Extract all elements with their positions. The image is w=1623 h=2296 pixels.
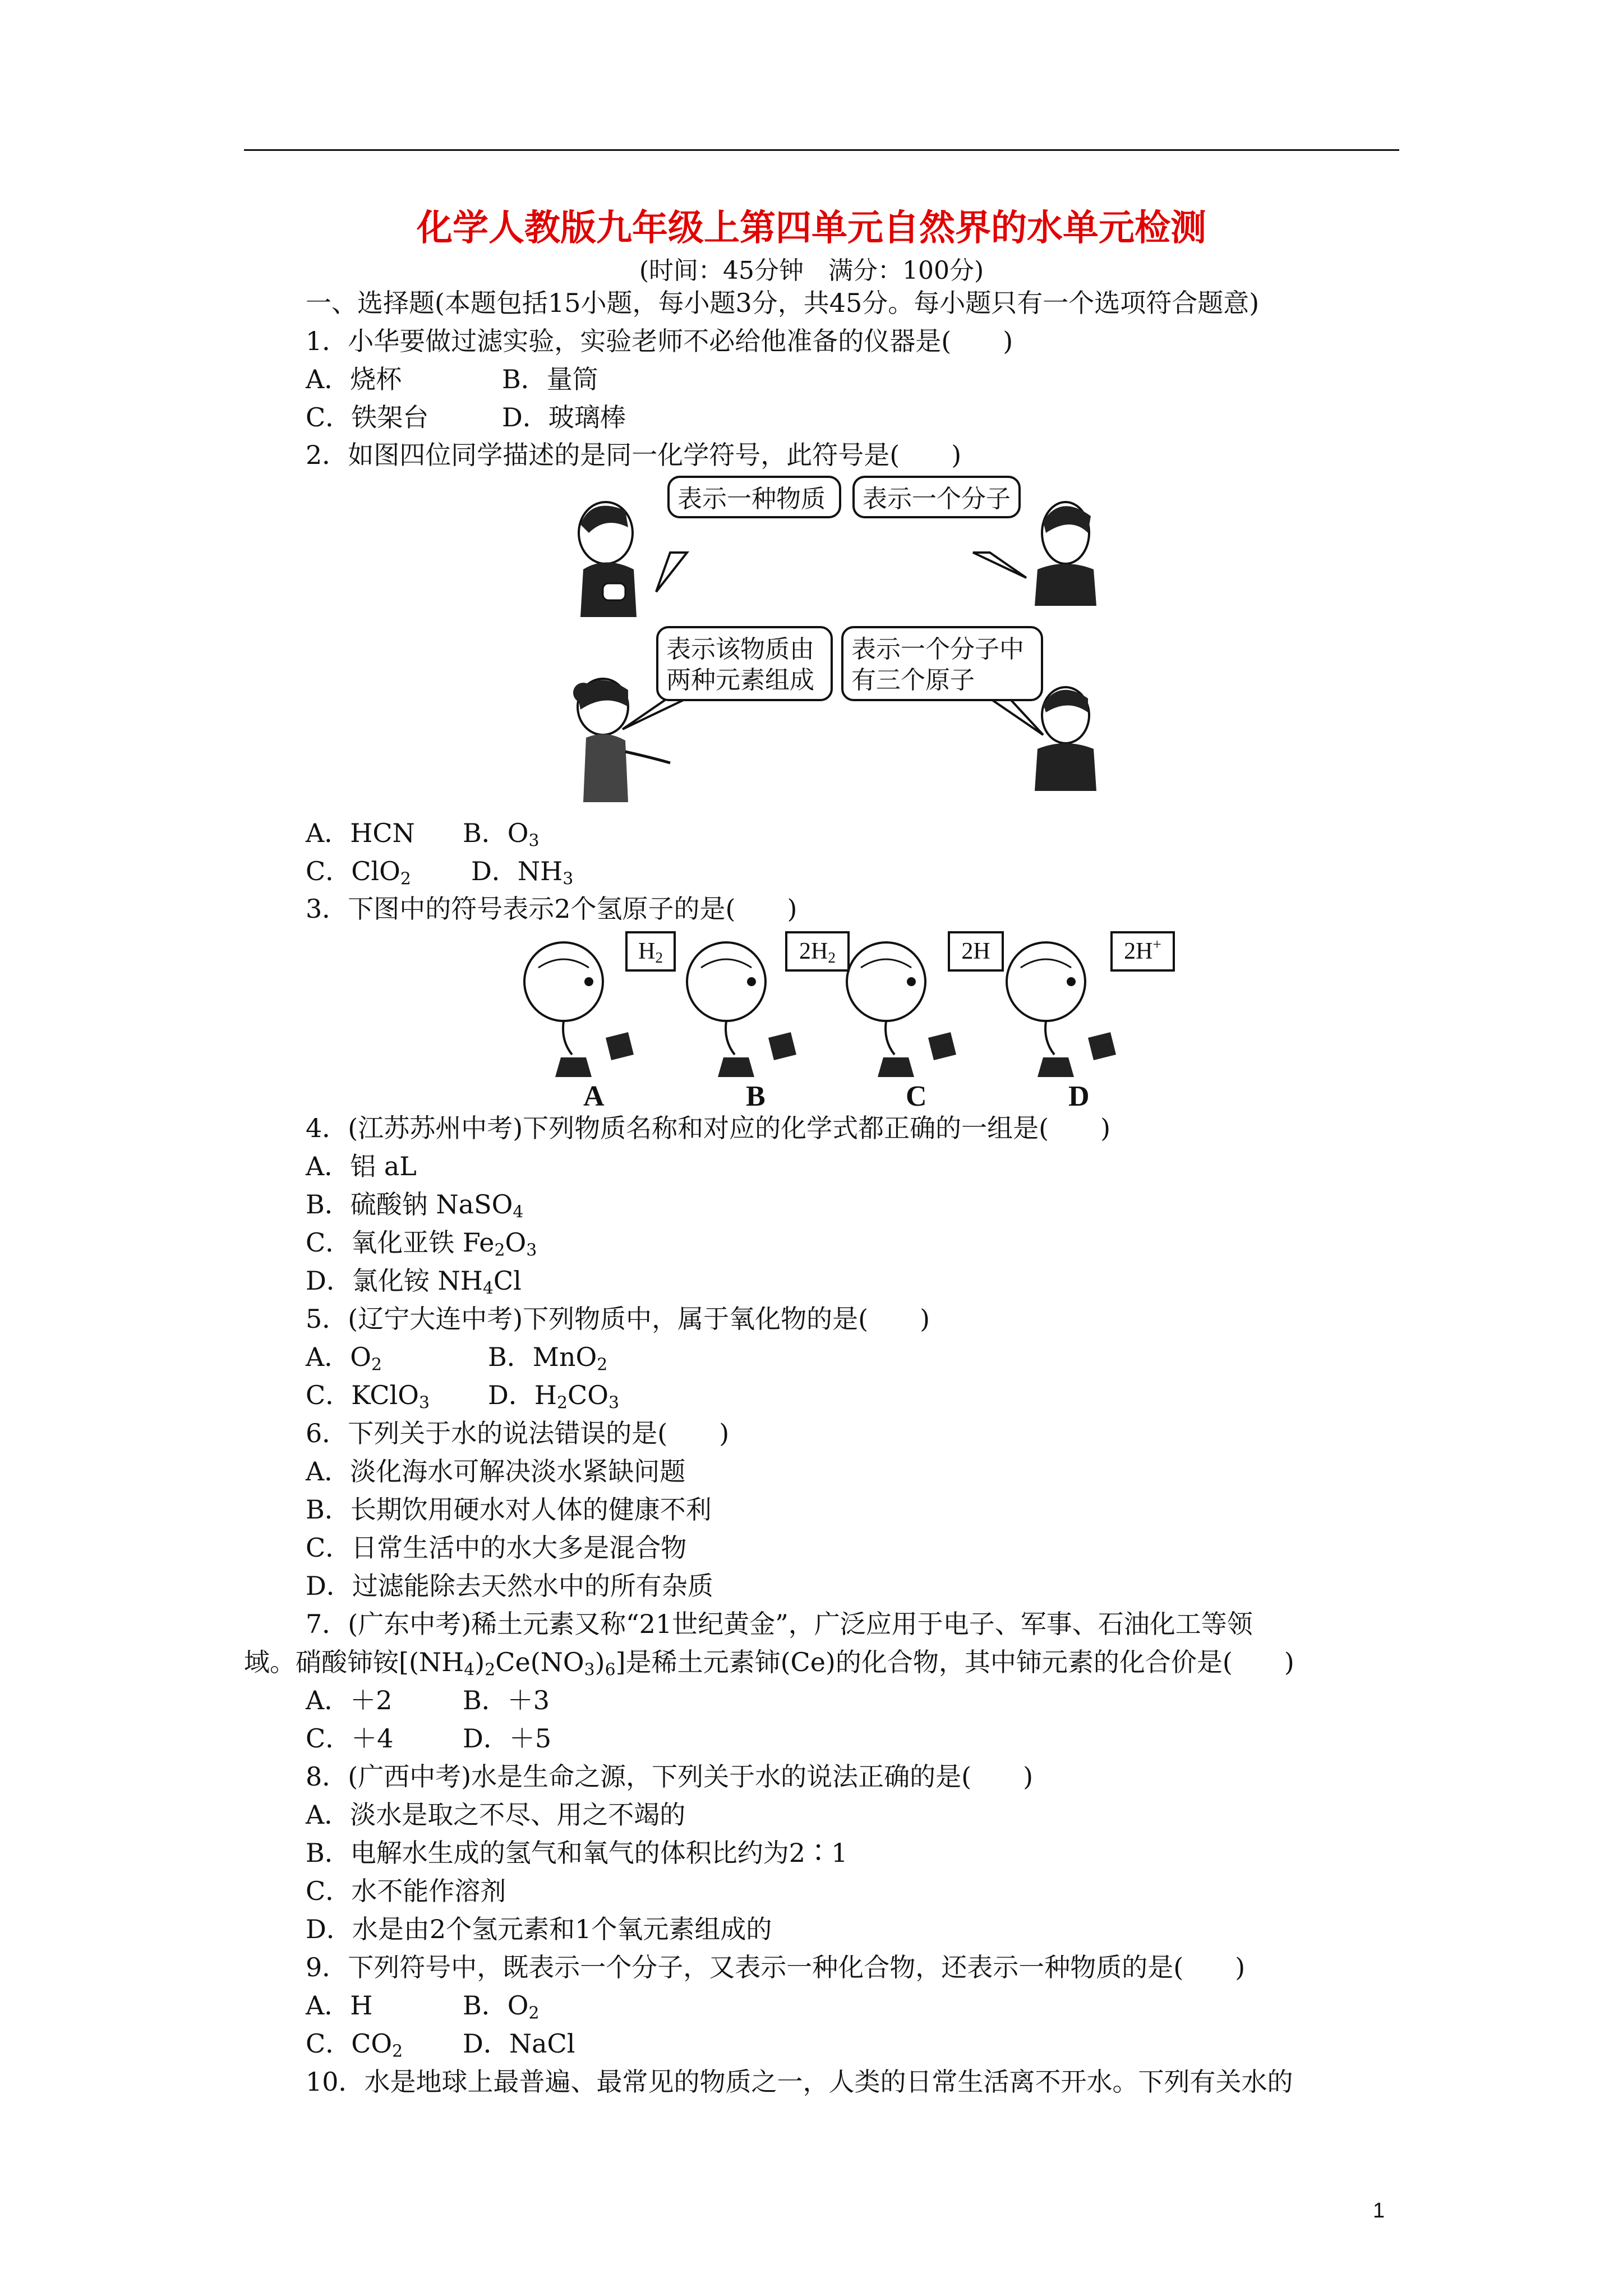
q7-option-a: A．＋2 bbox=[306, 1685, 393, 1715]
q8-option-d: D．水是由2个氢元素和1个氧元素组成的 bbox=[306, 1914, 772, 1944]
page-title: 化学人教版九年级上第四单元自然界的水单元检测 bbox=[417, 208, 1206, 249]
q9-option-b: B．$O_2$ bbox=[463, 1990, 540, 2023]
q9-option-a: A．H bbox=[306, 1990, 373, 2021]
question-10-stem: 10．水是地球上最普遍、最常见的物质之一，人类的日常生活离不开水。下列有关水的 bbox=[306, 2067, 1293, 2097]
question-1-stem: 1．小华要做过滤实验，实验老师不必给他准备的仪器是( ) bbox=[306, 326, 1013, 356]
question-5-stem: 5．(辽宁大连中考)下列物质中，属于氧化物的是( ) bbox=[306, 1304, 930, 1334]
question-7-line-1: 7．(广东中考)稀土元素又称“21世纪黄金”，广泛应用于电子、军事、石油化工等领 bbox=[306, 1609, 1253, 1639]
figure-c-character bbox=[847, 942, 956, 1077]
q6-option-b: B．长期饮用硬水对人体的健康不利 bbox=[306, 1494, 712, 1525]
q1-option-c: C．铁架台 bbox=[306, 402, 429, 432]
q5-option-b: B．MnO$_2$ bbox=[488, 1342, 608, 1375]
q1-option-a: A．烧杯 bbox=[306, 364, 402, 394]
q7-option-d: D．＋5 bbox=[463, 1723, 552, 1754]
speech-bubble-3-line-1: 表示该物质由 bbox=[666, 635, 814, 664]
symbol-box-b: $2H_2$ bbox=[785, 931, 850, 972]
q4-option-d: D．氯化铵 $NH_4Cl$ bbox=[306, 1266, 522, 1299]
symbol-box-a: $H_2$ bbox=[625, 931, 676, 972]
speech-bubble-3 bbox=[656, 626, 833, 701]
exam-time-score: (时间：45分钟 满分：100分) bbox=[639, 256, 984, 285]
figure-d-character bbox=[1007, 942, 1116, 1077]
q6-option-a: A．淡化海水可解决淡水紧缺问题 bbox=[306, 1456, 686, 1487]
student-2-figure bbox=[1035, 502, 1096, 606]
speech-bubble-3-line-2: 两种元素组成 bbox=[666, 666, 814, 694]
figure-label-d: D bbox=[1068, 1080, 1090, 1112]
student-1-figure bbox=[579, 502, 637, 617]
speech-bubble-1: 表示一种物质 bbox=[667, 476, 841, 518]
section-heading: 一、选择题(本题包括15小题，每小题3分，共45分。每小题只有一个选项符合题意) bbox=[306, 288, 1260, 318]
q8-option-c: C．水不能作溶剂 bbox=[306, 1876, 506, 1906]
question-9-stem: 9．下列符号中，既表示一个分子，又表示一种化合物，还表示一种物质的是( ) bbox=[306, 1952, 1246, 1982]
q7-option-c: C．＋4 bbox=[306, 1723, 394, 1754]
q8-option-b: B．电解水生成的氢气和氧气的体积比约为2∶1 bbox=[306, 1838, 848, 1868]
question-7-line-2: 域。硝酸铈铵$[(NH_4)_2Ce(NO_3)_6]$是稀土元素铈(Ce)的化合物，其中铈元素的化合价是( ) bbox=[244, 1647, 1294, 1680]
q4-option-c: C．氧化亚铁 $Fe_2O_3$ bbox=[306, 1227, 537, 1260]
question-6-stem: 6．下列关于水的说法错误的是( ) bbox=[306, 1418, 730, 1448]
symbol-box-d: 2H+ bbox=[1110, 931, 1175, 972]
q4-option-a: A．铝 aL bbox=[306, 1151, 417, 1181]
speech-bubble-4-line-2: 有三个原子 bbox=[851, 666, 975, 694]
q2-option-a: A．HCN bbox=[306, 818, 415, 848]
question-4-stem: 4．(江苏苏州中考)下列物质名称和对应的化学式都正确的一组是( ) bbox=[306, 1113, 1111, 1143]
q8-option-a: A．淡水是取之不尽、用之不竭的 bbox=[306, 1800, 686, 1830]
student-4-figure bbox=[1035, 687, 1096, 791]
q9-option-d: D．NaCl bbox=[463, 2028, 575, 2059]
q2-option-d: D．$NH_3$ bbox=[471, 856, 574, 889]
figure-label-a: A bbox=[583, 1080, 605, 1112]
question-3-stem: 3．下图中的符号表示2个氢原子的是( ) bbox=[306, 894, 797, 924]
q9-option-c: C．$CO_2$ bbox=[306, 2028, 403, 2062]
header-rule bbox=[244, 149, 1399, 151]
question-8-stem: 8．(广西中考)水是生命之源，下列关于水的说法正确的是( ) bbox=[306, 1761, 1034, 1792]
figure-b-character bbox=[687, 942, 796, 1077]
q6-option-c: C．日常生活中的水大多是混合物 bbox=[306, 1533, 687, 1563]
q2-option-b: B．$O_3$ bbox=[463, 818, 540, 851]
q5-option-d: D．$H_2CO_3$ bbox=[488, 1380, 619, 1413]
figure-a-character bbox=[524, 942, 634, 1077]
figure-label-b: B bbox=[746, 1080, 766, 1112]
q6-option-d: D．过滤能除去天然水中的所有杂质 bbox=[306, 1571, 713, 1601]
speech-bubble-2: 表示一个分子 bbox=[852, 476, 1021, 518]
q1-option-d: D．玻璃棒 bbox=[502, 402, 626, 432]
q5-option-c: C．KClO$_3$ bbox=[306, 1380, 430, 1413]
question-2-stem: 2．如图四位同学描述的是同一化学符号，此符号是( ) bbox=[306, 440, 962, 470]
q1-option-b: B．量筒 bbox=[502, 364, 598, 394]
figure-label-c: C bbox=[906, 1080, 927, 1112]
q2-figure bbox=[572, 471, 1105, 808]
speech-bubble-4 bbox=[841, 626, 1043, 701]
speech-bubble-4-line-1: 表示一个分子中 bbox=[851, 635, 1024, 664]
q2-option-c: C．ClO$_2$ bbox=[306, 856, 411, 889]
student-3-figure bbox=[573, 679, 670, 802]
q5-option-a: A．$O_2$ bbox=[306, 1342, 382, 1375]
page-number: 1 bbox=[1373, 2199, 1385, 2223]
q3-figure bbox=[522, 928, 1189, 1112]
q4-option-b: B．硫酸钠 NaSO$_4$ bbox=[306, 1189, 524, 1222]
symbol-box-c: 2H bbox=[948, 931, 1004, 972]
q7-option-b: B．＋3 bbox=[463, 1685, 550, 1715]
